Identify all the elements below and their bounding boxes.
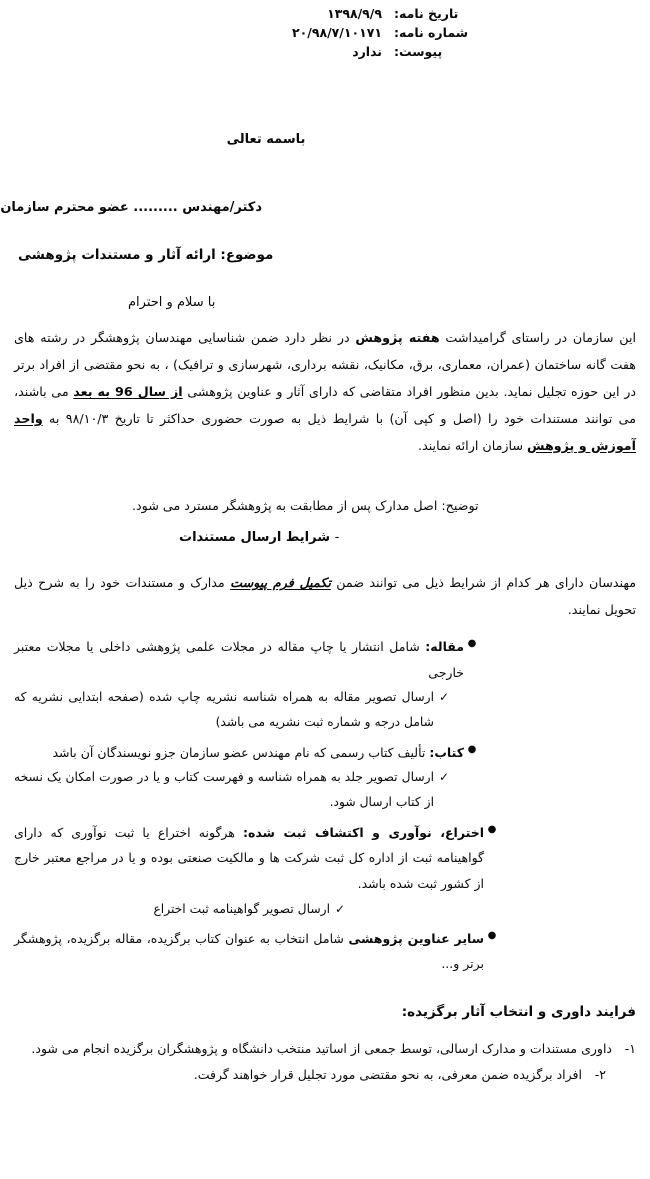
checkmark-icon: ✓ [334,901,346,916]
list-item-book-body: تألیف کتاب رسمی که نام مهندس عضو سازمان جزو نویسندگان آن باشد [52,744,430,760]
list-item-book-text [14,740,464,766]
document-conditions-intro [14,570,636,624]
numbered-item-1-text: داوری مستندات و مدارک ارسالی، توسط جمعی از اساتید منتخب دانشگاه و پژوهشگران برگزیده انجام می شود. [31,1041,612,1056]
section-heading-document-conditions [0,530,650,545]
bullet-icon: ● [467,638,477,649]
bullet-icon: ● [487,929,497,941]
body-text-3: می باشند، می توانند مستندات خود را (اصل و کپی آن) با شرایط ذیل به صورت حضوری حداکثر تا تاریخ ۹۸/۱۰/۳ به [14,383,637,426]
bullet-icon: ● [487,823,497,835]
letter-number-value: ۲۰/۹۸/۷/۱۰۱۷۱ [292,25,382,40]
list-item-other-titles-label: سایر عناوین پژوهشی [348,930,484,946]
document-conditions-list [14,634,650,977]
basmala-invocation: باسمه تعالی [226,132,306,147]
list-item-other-titles [14,926,650,977]
review-process-list [14,1036,636,1089]
list-item-invention [14,820,650,897]
dash-bullet-icon: - [334,530,340,545]
list-item-article-text [14,634,464,685]
attachment-value: ندارد [352,44,382,59]
letter-number-label: شماره نامه: [394,25,468,40]
numbered-item-2-marker: ۲- [594,1067,606,1083]
section-heading-label: شرایط ارسال مستندات [179,530,330,545]
list-subitem-invention [14,897,650,922]
docs-intro-text-1: مهندسان دارای هر کدام از شرایط ذیل می توانند ضمن [330,575,636,590]
list-item-article-label: مقاله: [425,639,464,654]
body-paragraph-note: توضیح: اصل مدارک پس از مطابقت به پژوهشگر مسترد می شود. [132,498,479,513]
list-subitem-invention-text: ارسال تصویر گواهینامه ثبت اختراع [153,901,330,916]
section-heading-review-process: فرایند داوری و انتخاب آثار برگزیده: [401,1004,636,1020]
list-subitem-article-text: ارسال تصویر مقاله به همراه شناسه نشریه چاپ شده (صفحه ابتدایی نشریه که شامل درجه و شماره ثبت نشریه می باشد) [14,690,434,730]
letterhead-row-number [0,25,650,40]
body-emphasis-year: از سال 96 به بعد [73,383,183,399]
list-subitem-book-text: ارسال تصویر جلد به همراه شناسه و فهرست کتاب و یا در صورت امکان یک نسخه از کتاب ارسال شود. [14,770,434,810]
docs-intro-emphasis-form: تکمیل فرم پیوست [230,575,331,590]
body-text-2: در نظر دارد ضمن شناسایی مهندسان پژوهشگر در رشته های هفت گانه ساختمان (عمران، معماری، برق، مکانیک، نقشه برداری، شهرسازی و ترافیک) ، به نحو مقتضی از افراد برتر در این حوزه تجلیل نماید. بدین منظور افراد متقاضی که دارای آثار و عناوین پژوهشی [14,330,636,399]
list-subitem-book [14,765,650,815]
greeting-line: با سلام و احترام [128,295,216,310]
numbered-item-1 [14,1036,636,1062]
body-emphasis-unit: واحد آموزش و پژوهش [14,410,636,453]
list-item-book [14,740,650,766]
numbered-item-2-text: افراد برگزیده ضمن معرفی، به نحو مقتضی مورد تجلیل قرار خواهند گرفت. [193,1067,582,1083]
list-item-article-body: شامل انتشار یا چاپ مقاله در مجلات علمی پژوهشی داخلی یا مجلات معتبر خارجی [14,639,464,680]
body-paragraph-main [14,325,636,460]
subject-line: موضوع: ارائه آثار و مستندات پژوهشی [18,247,274,263]
salutation [0,168,650,246]
numbered-item-1-marker: ۱- [624,1041,636,1056]
list-item-invention-label: اختراع، نوآوری و اکتشاف ثبت شده: [243,824,484,840]
salutation-recipient-title: دکتر/مهندس ......... عضو محترم سازمان [0,199,262,215]
list-item-invention-text [14,820,484,897]
bullet-icon: ● [467,743,477,755]
list-subitem-article [14,685,650,735]
checkmark-icon: ✓ [438,690,450,705]
body-text-1: این سازمان در راستای گرامیداشت [439,330,637,345]
body-text-4: سازمان ارائه نمایند. [418,437,528,453]
list-item-other-titles-body: شامل انتخاب به عنوان کتاب برگزیده، مقاله برگزیده، پژوهشگر برتر و... [14,930,484,972]
date-value: ۱۳۹۸/۹/۹ [327,6,382,21]
letterhead-row-attachment [0,44,650,59]
docs-intro-text-2: مدارک و مستندات خود را به شرح ذیل تحویل نمایند. [14,575,636,617]
list-item-other-titles-text [14,926,484,977]
list-item-book-label: کتاب: [429,744,464,760]
list-item-article [14,634,650,685]
letterhead-row-date [0,6,650,21]
body-bold-research-week: هفته پژوهش [355,330,440,345]
checkmark-icon: ✓ [438,770,450,785]
letterhead [0,6,650,63]
list-item-invention-body: هرگونه اختراع یا ثبت نوآوری که دارای گواهینامه ثبت از اداره کل ثبت شرکت ها و مالکیت صنعتی بوده و یا در مراجع معتبر خارج از کشور ثبت شده باشد. [14,824,484,891]
date-label: تاریخ نامه: [394,6,459,21]
attachment-label: پیوست: [394,44,443,59]
numbered-item-2 [14,1062,636,1088]
